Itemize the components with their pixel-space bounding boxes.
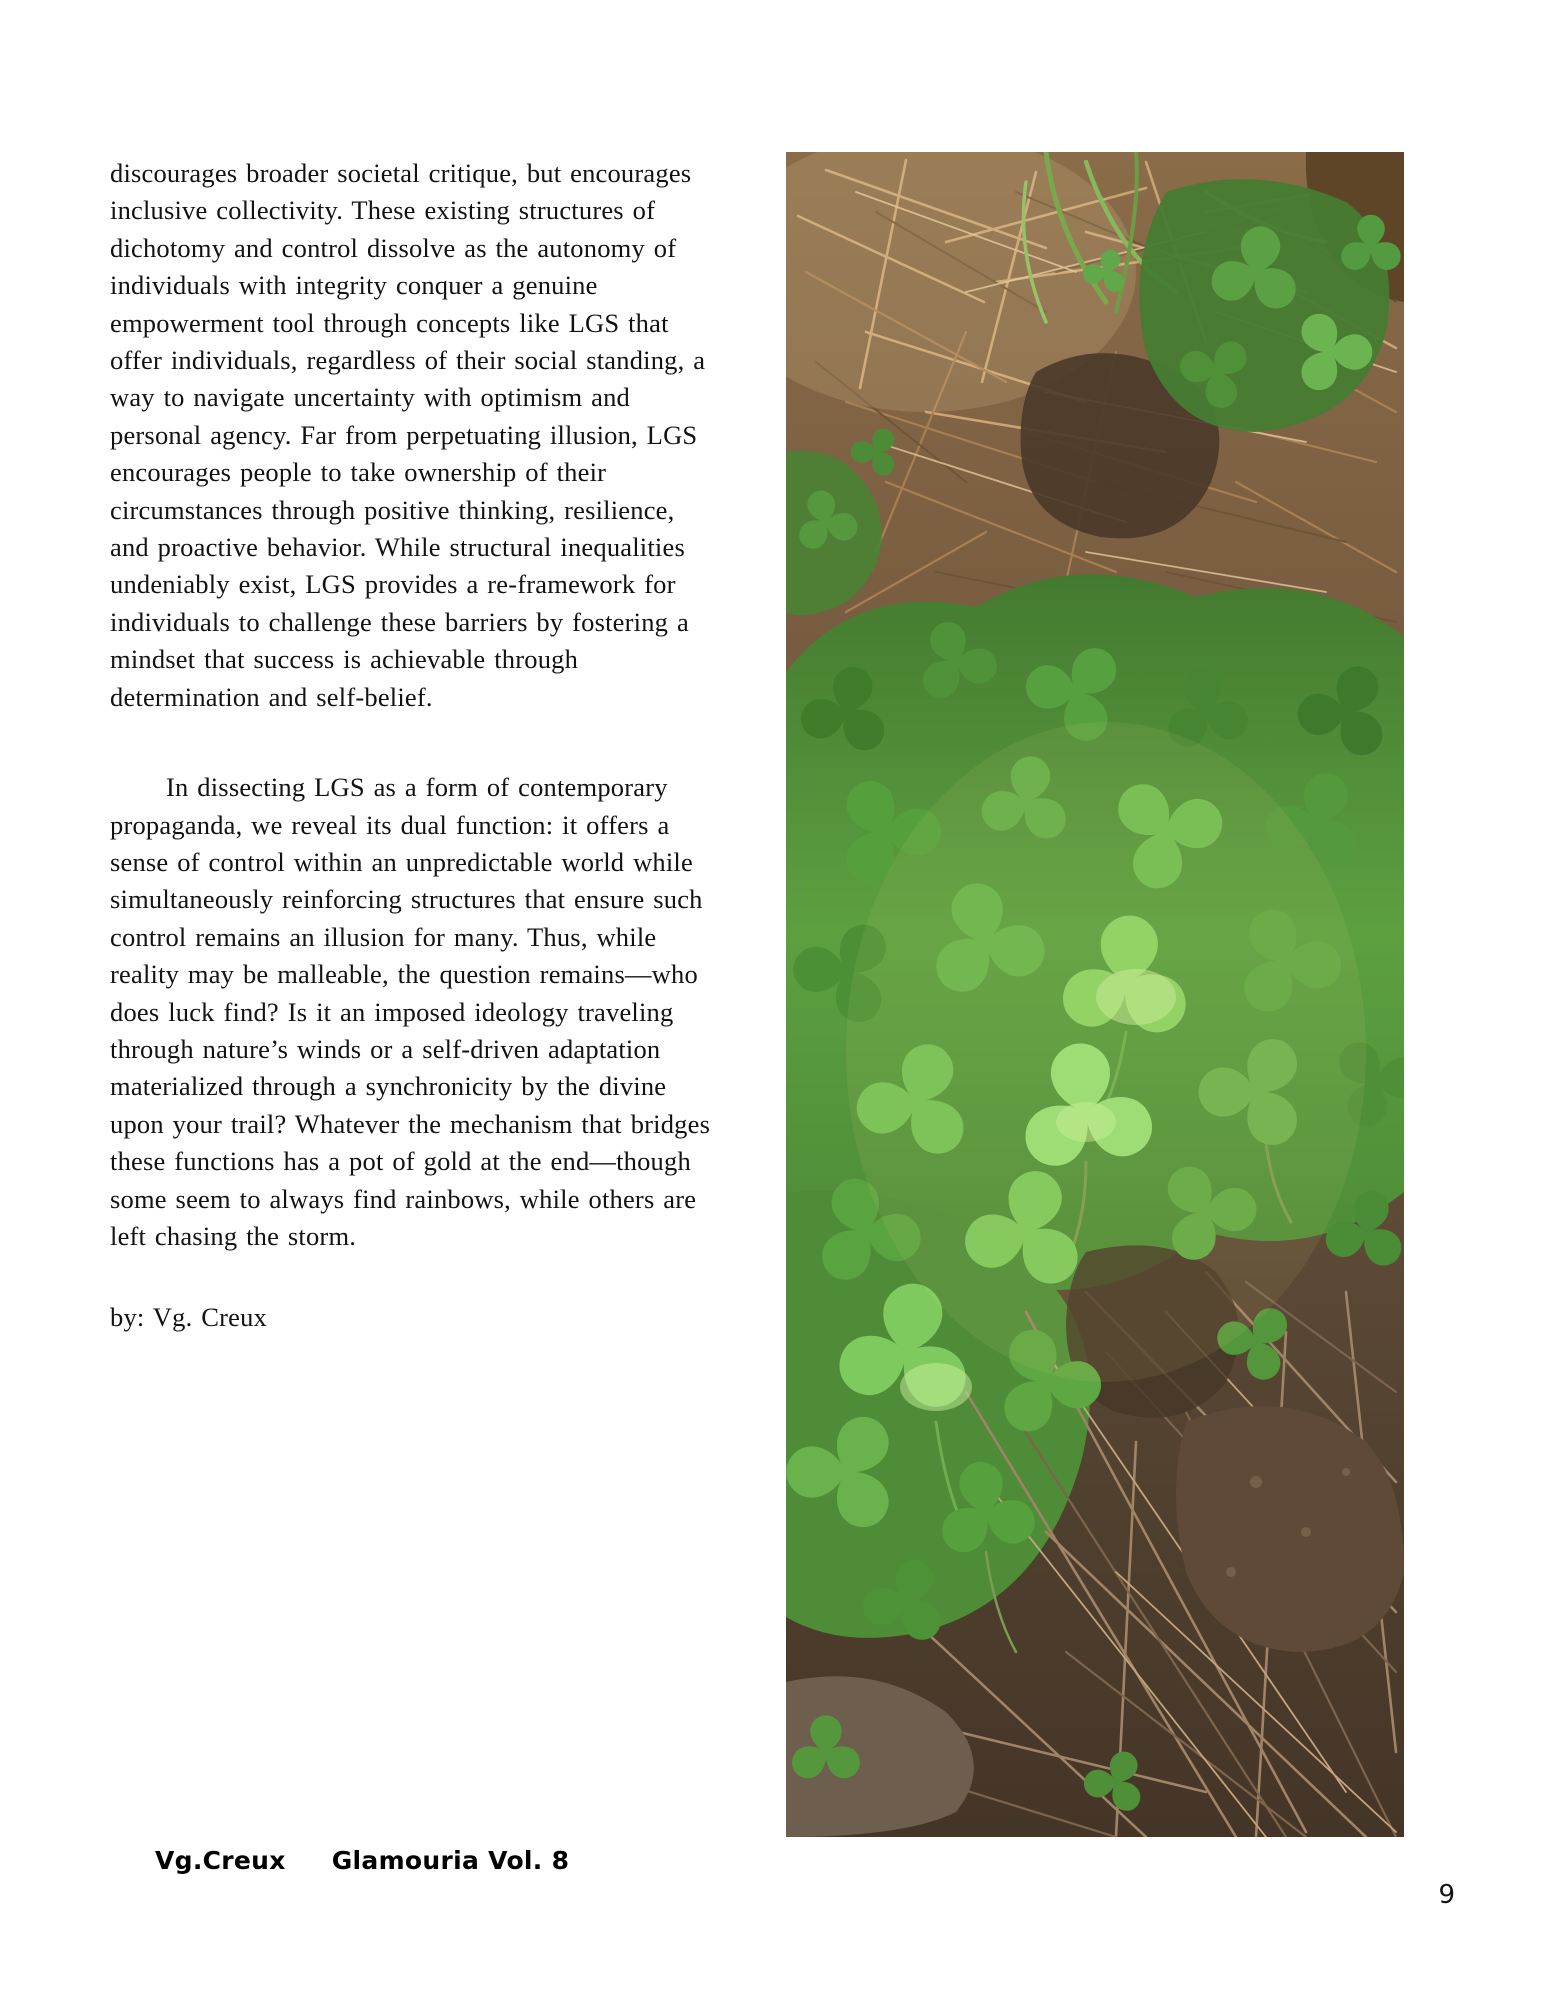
text-line: control remains an illusion for many. Thus, while xyxy=(110,921,657,952)
clover-photo xyxy=(786,152,1404,1837)
byline: by: Vg. Creux xyxy=(110,1302,268,1333)
page-footer xyxy=(155,1846,569,1875)
text-line: In dissecting LGS as a form of contemporary xyxy=(166,772,668,803)
text-line: individuals to challenge these barriers by fostering a xyxy=(110,606,689,637)
paragraph-2 xyxy=(110,769,750,1255)
article-text xyxy=(110,155,750,1337)
clover-photo-illustration xyxy=(786,152,1404,1837)
footer-publication: Glamouria Vol. 8 xyxy=(331,1846,570,1875)
text-line: left chasing the storm. xyxy=(110,1220,357,1251)
text-line: some seem to always find rainbows, while others are xyxy=(110,1183,697,1214)
footer-author: Vg.Creux xyxy=(155,1846,286,1875)
text-line: way to navigate uncertainty with optimism and xyxy=(110,382,630,413)
text-line: propaganda, we reveal its dual function: it offers a xyxy=(110,809,670,840)
text-line: these functions has a pot of gold at the end—though xyxy=(110,1146,691,1177)
text-line: individuals with integrity conquer a genuine xyxy=(110,270,598,301)
text-line: materialized through a synchronicity by the divine xyxy=(110,1071,667,1102)
text-line: discourages broader societal critique, but encourages xyxy=(110,158,692,188)
text-line: does luck find? Is it an imposed ideology traveling xyxy=(110,996,674,1027)
paragraph-1 xyxy=(110,155,750,716)
text-line: sense of control within an unpredictable world while xyxy=(110,846,693,877)
text-line: through nature’s winds or a self-driven adaptation xyxy=(110,1033,661,1064)
text-line: reality may be malleable, the question remains—who xyxy=(110,959,698,990)
text-line: upon your trail? Whatever the mechanism that bridges xyxy=(110,1108,711,1139)
text-line: inclusive collectivity. These existing structures of xyxy=(110,195,656,226)
text-line: simultaneously reinforcing structures that ensure such xyxy=(110,884,703,915)
page-number: 9 xyxy=(1438,1880,1455,1910)
text-line: personal agency. Far from perpetuating illusion, LGS xyxy=(110,419,698,450)
text-line: empowerment tool through concepts like LGS that xyxy=(110,307,669,338)
text-line: and proactive behavior. While structural inequalities xyxy=(110,532,685,563)
text-line: encourages people to take ownership of their xyxy=(110,457,607,488)
text-line: circumstances through positive thinking, resilience, xyxy=(110,494,675,525)
text-line: undeniably exist, LGS provides a re-framework for xyxy=(110,569,676,600)
text-line: determination and self-belief. xyxy=(110,681,433,712)
text-line: offer individuals, regardless of their social standing, a xyxy=(110,345,706,376)
text-line: dichotomy and control dissolve as the autonomy of xyxy=(110,232,677,263)
text-line: mindset that success is achievable through xyxy=(110,644,579,675)
